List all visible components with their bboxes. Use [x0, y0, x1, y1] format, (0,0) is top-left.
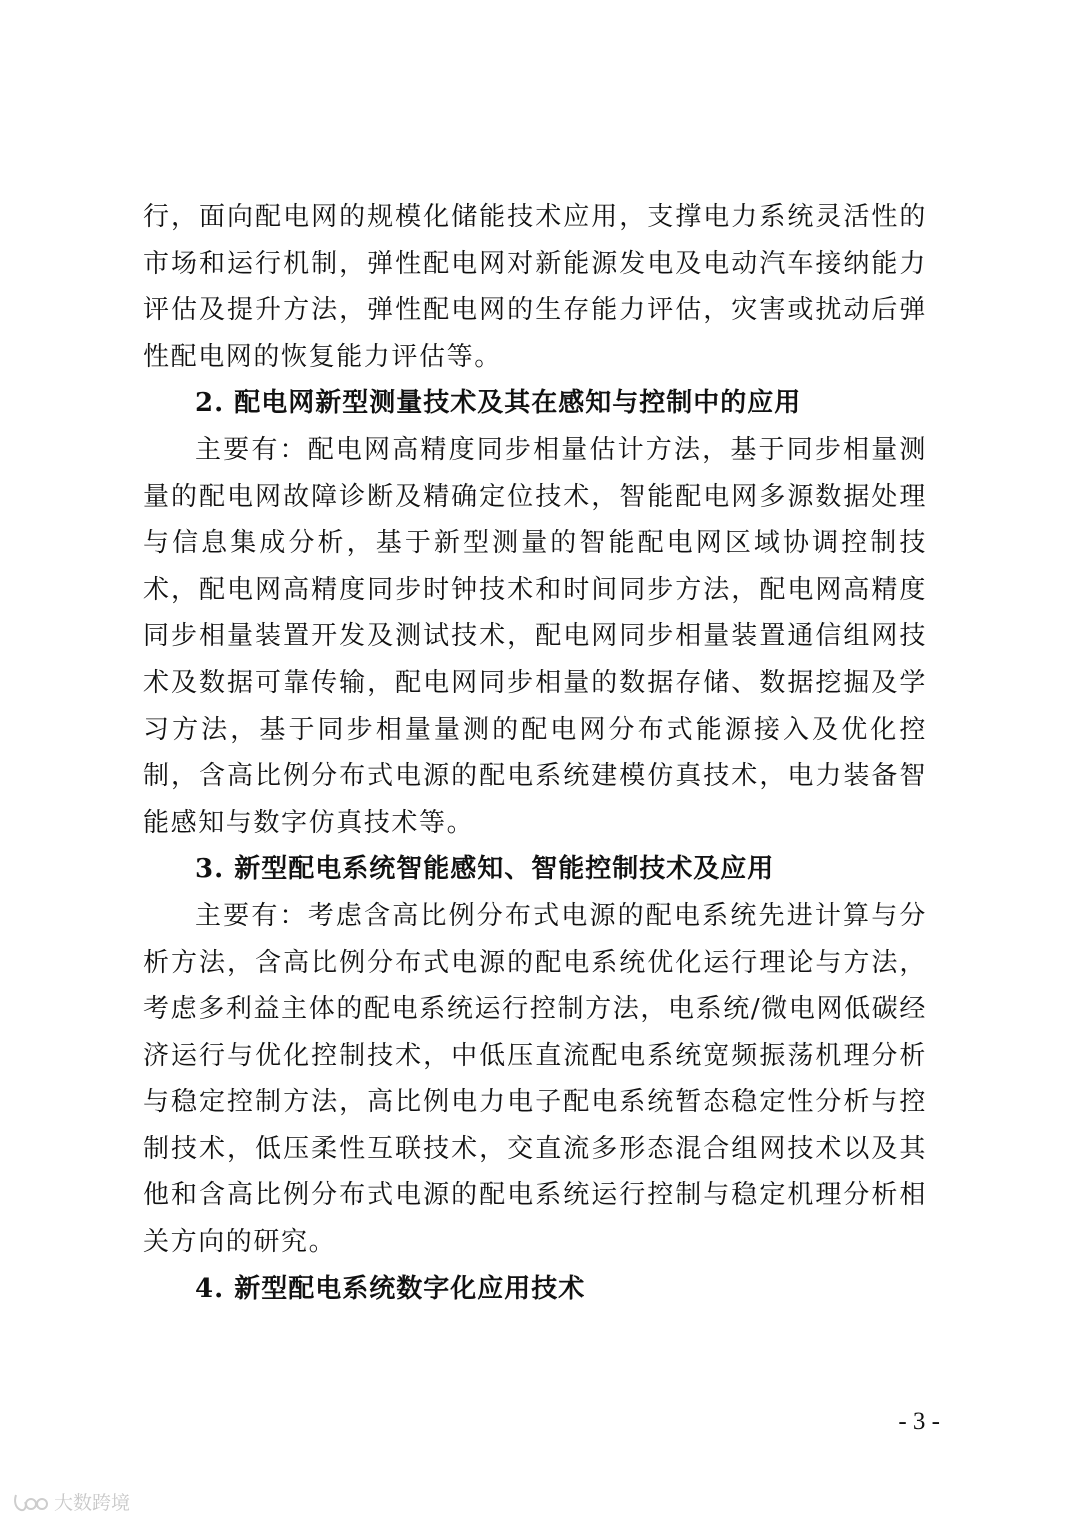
- section-heading-4: 4. 新型配电系统数字化应用技术: [195, 1273, 586, 1304]
- document-body: [143, 194, 927, 1312]
- paragraph-section-2: 主要有：配电网高精度同步相量估计方法，基于同步相量测量的配电网故障诊断及精确定位技术，智能配电网多源数据处理与信息集成分析，基于新型测量的智能配电网区域协调控制技术，配电网高精度同步时钟技术和时间同步方法，配电网高精度同步相量装置开发及测试技术，配电网同步相量装置通信组网技术及数据可靠传输，配电网同步相量的数据存储、数据挖掘及学习方法，基于同步相量量测的配电网分布式能源接入及优化控制，含高比例分布式电源的配电系统建模仿真技术，电力装备智能感知与数字仿真技术等。: [143, 434, 927, 838]
- watermark-text: 大数跨境: [54, 1492, 131, 1514]
- paragraph-section-3: 主要有：考虑含高比例分布式电源的配电系统先进计算与分析方法，含高比例分布式电源的配电系统优化运行理论与方法，考虑多利益主体的配电系统运行控制方法，电系统/微电网低碳经济运行与优化控制技术，中低压直流配电系统宽频振荡机理分析与稳定控制方法，高比例电力电子配电系统暂态稳定性分析与控制技术，低压柔性互联技术，交直流多形态混合组网技术以及其他和含高比例分布式电源的配电系统运行控制与稳定机理分析相关方向的研究。: [143, 900, 927, 1258]
- watermark: [12, 1488, 130, 1515]
- section-heading-2: 2. 配电网新型测量技术及其在感知与控制中的应用: [195, 388, 802, 419]
- page-number: - 3 -: [898, 1408, 940, 1435]
- paragraph-continuation: 行，面向配电网的规模化储能技术应用，支撑电力系统灵活性的市场和运行机制，弹性配电网对新能源发电及电动汽车接纳能力评估及提升方法，弹性配电网的生存能力评估，灾害或扰动后弹性配电网的恢复能力评估等。: [143, 202, 927, 372]
- brand-logo-icon: [12, 1491, 50, 1513]
- section-heading-3: 3. 新型配电系统智能感知、智能控制技术及应用: [195, 854, 775, 885]
